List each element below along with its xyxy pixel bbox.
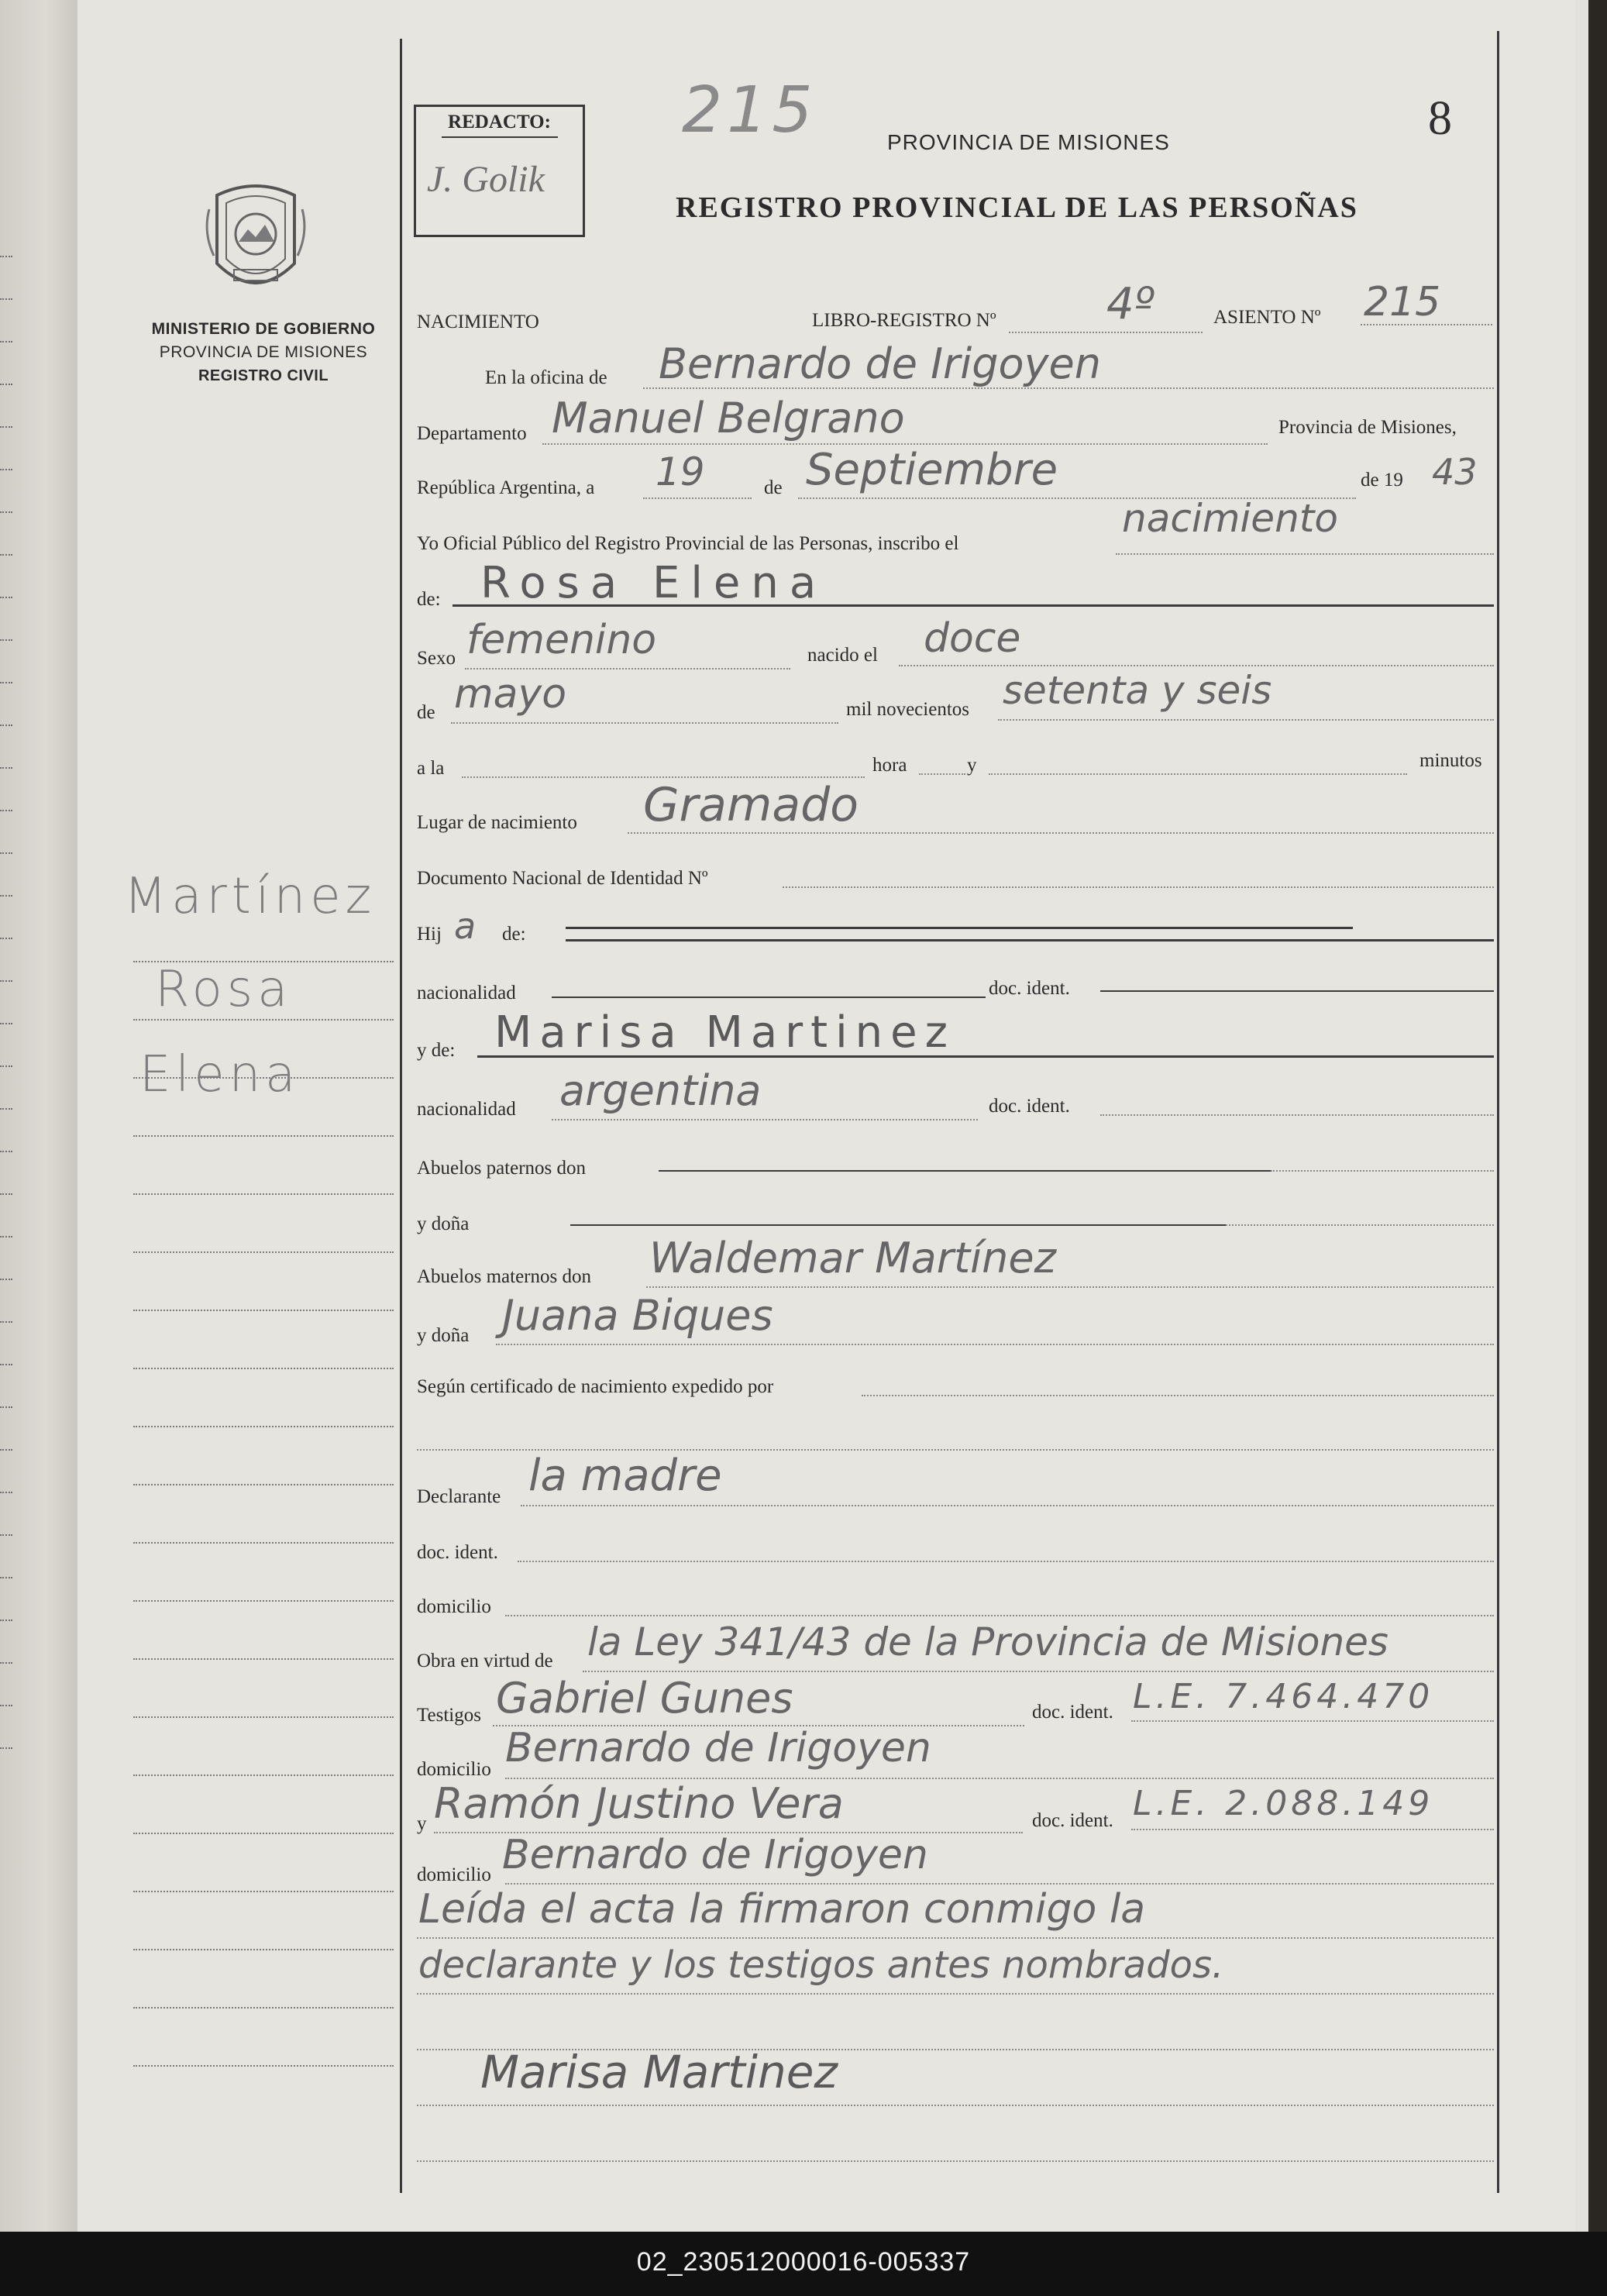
province-seal-icon [203,178,308,302]
obra-value: la Ley 341/43 de la Provincia de Misiones [587,1620,1388,1664]
nacido-anio: setenta y seis [1003,668,1272,713]
ministry-line-1: MINISTERIO DE GOBIERNO [151,320,376,338]
testigo-1-domicilio: Bernardo de Irigoyen [505,1725,931,1771]
testigo-1-domicilio-label: domicilio [417,1759,491,1780]
testigo-2-domicilio-label: domicilio [417,1864,491,1885]
declarante-domicilio-label: domicilio [417,1596,491,1617]
province-title: PROVINCIA DE MISIONES [887,130,1170,154]
hija-label: Hij [417,924,442,945]
y-de-label: y de: [417,1040,456,1061]
image-id-caption: 02_230512000016-005337 [636,2247,971,2277]
redacto-signature: J. Golik [427,159,545,200]
nombre-registrado: Rosa Elena [480,558,828,608]
nacido-dia: doce [924,615,1021,662]
abuelo-materno-value: Waldemar Martínez [649,1234,1056,1282]
lugar-value: Gramado [643,778,859,832]
departamento-label: Departamento [417,423,527,444]
declarante-doc-label: doc. ident. [417,1542,498,1563]
oficina-value: Bernardo de Irigoyen [659,339,1101,388]
testigos-label: Testigos [417,1705,481,1726]
republica-label: República Argentina, a [417,477,595,498]
sexo-label: Sexo [417,648,456,669]
nacido-mes: mayo [454,671,567,718]
testigo-2-doc-label: doc. ident. [1032,1810,1113,1831]
testigo-2-domicilio: Bernardo de Irigoyen [502,1832,928,1878]
declarante-label: Declarante [417,1486,501,1507]
libro-label: LIBRO-REGISTRO Nº [812,310,996,331]
y-dona-materna-label: y doña [417,1325,470,1346]
hija-suffix: a [454,905,477,947]
previous-page-edge [0,0,15,2232]
obra-label: Obra en virtud de [417,1651,553,1671]
y-label: y [967,755,977,776]
inscribo-value: nacimiento [1122,496,1338,541]
madre-nombre: Marisa Martinez [494,1007,956,1058]
hija-de-label: de: [502,924,526,945]
margin-first-name: Rosa [155,961,293,1018]
testigo-1-documento: L.E. 7.464.470 [1133,1677,1434,1716]
fecha-dia: 19 [656,449,705,494]
testigo-1-nombre: Gabriel Gunes [496,1674,793,1723]
de2-label: de [417,702,435,723]
abuelos-paternos-label: Abuelos paternos don [417,1158,587,1179]
nacionalidad-madre-value: argentina [559,1066,762,1115]
doc-ident-madre-label: doc. ident. [989,1096,1070,1117]
testigo-2-y-label: y [417,1813,427,1834]
de-label: de [764,477,783,498]
nacionalidad-padre-label: nacionalidad [417,983,516,1003]
dni-label: Documento Nacional de Identidad Nº [417,868,708,889]
abuela-materna-value: Juana Biques [502,1291,773,1340]
declarante-value: la madre [528,1451,722,1501]
page-number: 8 [1428,92,1452,145]
minutos-label: minutos [1419,750,1482,771]
oficina-label: En la oficina de [485,367,607,388]
declarante-signature: Marisa Martinez [480,2046,838,2098]
testigo-2-nombre: Ramón Justino Vera [434,1779,844,1828]
act-type-label: NACIMIENTO [417,312,539,332]
de-colon-label: de: [417,589,441,610]
hora-label: hora [872,755,907,776]
doc-ident-padre-label: doc. ident. [989,978,1070,999]
sexo-value: femenino [466,617,657,663]
abuelos-maternos-label: Abuelos maternos don [417,1266,591,1287]
testigo-1-doc-label: doc. ident. [1032,1702,1113,1723]
closing-statement-line-2: declarante y los testigos antes nombrados. [418,1943,1224,1987]
redacto-label: REDACTO: [416,112,583,138]
fecha-anio: 43 [1432,451,1478,493]
margin-rule [400,39,402,2193]
libro-value: 4º [1106,279,1155,329]
ministry-line-3: REGISTRO CIVIL [198,367,329,384]
testigo-2-documento: L.E. 2.088.149 [1133,1784,1434,1823]
a-la-label: a la [417,758,445,779]
nacionalidad-madre-label: nacionalidad [417,1099,516,1120]
right-border-rule [1497,31,1499,2193]
mil-novecientos-label: mil novecientos [846,699,969,720]
provincia-suffix: Provincia de Misiones, [1278,417,1457,438]
handwritten-entry-number: 215 [682,74,817,147]
anio-label: de 19 [1361,470,1403,491]
asiento-value: 215 [1364,279,1441,325]
ministry-line-2: PROVINCIA DE MISIONES [159,343,368,362]
asiento-label: ASIENTO Nº [1213,307,1321,328]
margin-second-name: Elena [139,1046,301,1103]
redacto-box [414,105,585,237]
margin-surname: Martínez [124,868,377,925]
fecha-mes: Septiembre [806,445,1058,495]
oficial-declaration: Yo Oficial Público del Registro Provincial de las Personas, inscribo el [417,533,959,554]
nacido-label: nacido el [807,645,878,666]
ministry-heading [132,318,395,387]
closing-statement-line-1: Leída el acta la firmaron conmigo la [418,1886,1146,1933]
registry-title: REGISTRO PROVINCIAL DE LAS PERSOÑAS [676,191,1358,224]
departamento-value: Manuel Belgrano [552,394,905,442]
segun-certificado-label: Según certificado de nacimiento expedido por [417,1376,774,1397]
lugar-label: Lugar de nacimiento [417,812,577,833]
y-dona-paterna-label: y doña [417,1213,470,1234]
